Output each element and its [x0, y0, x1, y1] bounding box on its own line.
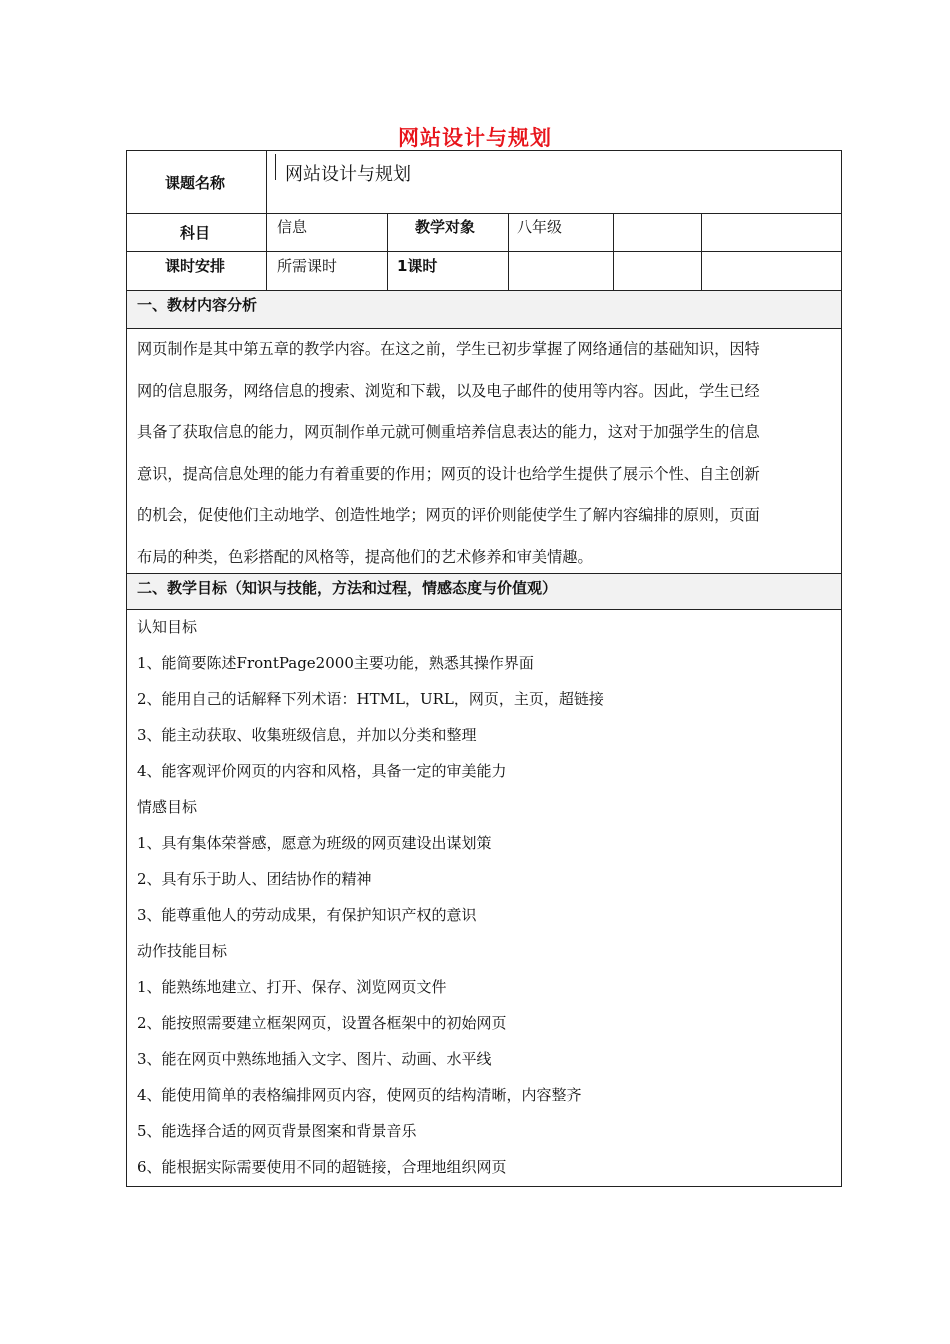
- goal-category: 认知目标: [137, 618, 198, 636]
- col-divider: [613, 213, 614, 290]
- goal-category: 情感目标: [137, 798, 198, 816]
- row-divider: [127, 251, 841, 252]
- paragraph-line: 网的信息服务，网络信息的搜索、浏览和下载，以及电子邮件的使用等内容。因此，学生已经: [137, 381, 760, 400]
- goal-category: 动作技能目标: [137, 942, 228, 960]
- paragraph-line: 网页制作是其中第五章的教学内容。在这之前，学生已初步掌握了网络通信的基础知识，因特: [137, 340, 760, 358]
- section1-paragraph: [137, 329, 833, 578]
- col-divider: [266, 151, 267, 290]
- goal-item: 2、能用自己的话解释下列术语：HTML，URL，网页，主页，超链接: [137, 690, 604, 708]
- section1-heading: 一、教材内容分析: [137, 296, 258, 314]
- paragraph-line: 意识，提高信息处理的能力有着重要的作用；网页的设计也给学生提供了展示个性、自主创新: [137, 464, 760, 483]
- row-divider: [127, 609, 841, 610]
- col-divider: [701, 213, 702, 290]
- row-divider: [127, 213, 841, 214]
- hours-label: 所需课时: [277, 257, 338, 275]
- goal-item: 3、能在网页中熟练地插入文字、图片、动画、水平线: [137, 1050, 492, 1068]
- goal-item: 4、能客观评价网页的内容和风格，具备一定的审美能力: [137, 762, 507, 780]
- subject-value: 信息: [277, 218, 308, 236]
- goal-item: 2、能按照需要建立框架网页，设置各框架中的初始网页: [137, 1014, 507, 1032]
- subject-label: 科目: [180, 224, 211, 242]
- goal-item: 4、能使用简单的表格编排网页内容，使网页的结构清晰，内容整齐: [137, 1086, 582, 1104]
- col-divider: [387, 213, 388, 290]
- goal-item: 6、能根据实际需要使用不同的超链接，合理地组织网页: [137, 1158, 507, 1176]
- schedule-label: 课时安排: [165, 257, 226, 275]
- section2-heading: 二、教学目标（知识与技能，方法和过程，情感态度与价值观）: [137, 579, 558, 597]
- goal-item: 1、能熟练地建立、打开、保存、浏览网页文件: [137, 978, 447, 996]
- topic-label: 课题名称: [165, 174, 226, 192]
- goal-item: 3、能主动获取、收集班级信息，并加以分类和整理: [137, 726, 477, 744]
- paragraph-line: 具备了获取信息的能力，网页制作单元就可侧重培养信息表达的能力，这对于加强学生的信息: [137, 423, 760, 441]
- paragraph-line: 布局的种类，色彩搭配的风格等，提高他们的艺术修养和审美情趣。: [137, 547, 593, 566]
- hours-value: 1课时: [397, 257, 438, 275]
- audience-label: 教学对象: [415, 218, 476, 236]
- goal-item: 2、具有乐于助人、团结协作的精神: [137, 870, 372, 888]
- goal-item: 1、具有集体荣誉感，愿意为班级的网页建设出谋划策: [137, 834, 492, 852]
- paragraph-line: 的机会，促使他们主动地学、创造性地学；网页的评价则能使学生了解内容编排的原则，页面: [137, 506, 760, 524]
- lesson-plan-table: [126, 150, 842, 1187]
- goal-item: 1、能简要陈述FrontPage2000主要功能，熟悉其操作界面: [137, 654, 534, 672]
- goal-item: 5、能选择合适的网页背景图案和背景音乐: [137, 1122, 417, 1140]
- row-divider: [127, 290, 841, 291]
- document-title: 网站设计与规划: [398, 126, 552, 150]
- text-cursor-mark: [275, 154, 276, 180]
- goal-item: 3、能尊重他人的劳动成果，有保护知识产权的意识: [137, 906, 477, 924]
- topic-value: 网站设计与规划: [285, 164, 411, 185]
- col-divider: [508, 213, 509, 290]
- audience-value: 八年级: [517, 218, 563, 236]
